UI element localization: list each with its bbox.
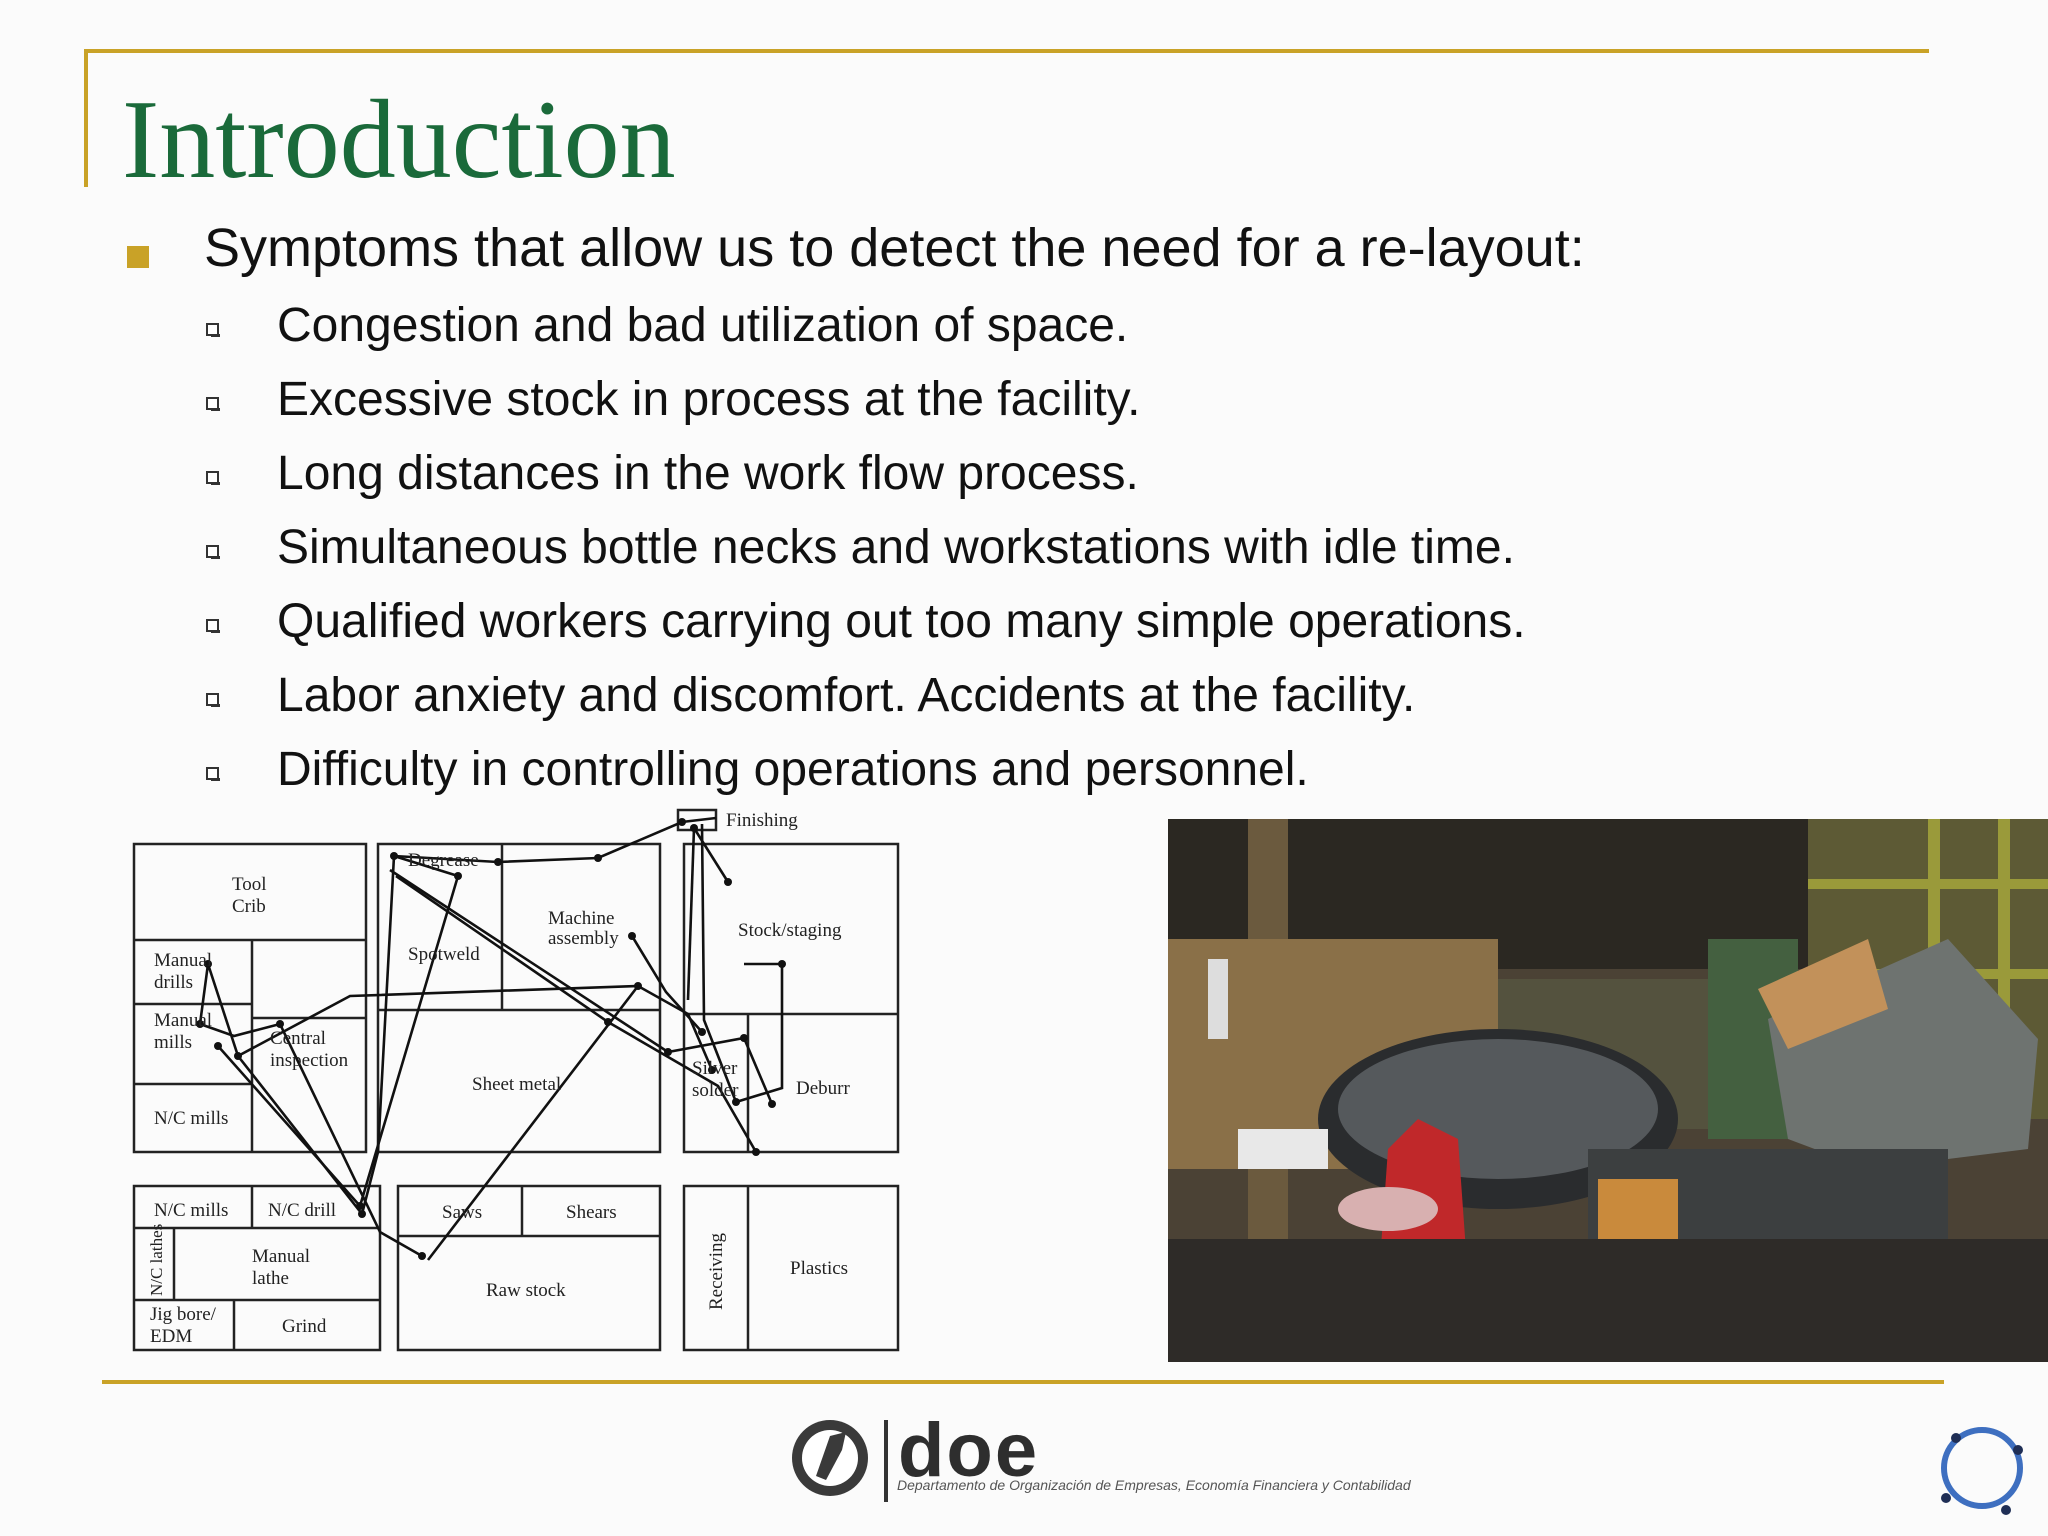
workshop-photo bbox=[1168, 819, 2048, 1362]
sub-bullet-text: Labor anxiety and discomfort. Accidents at the facility. bbox=[277, 669, 1416, 722]
footer-rule bbox=[102, 1380, 1944, 1384]
label-tool-crib: Crib bbox=[232, 896, 266, 917]
square-bullet-icon bbox=[127, 246, 149, 268]
box-bullet-icon bbox=[206, 471, 219, 484]
workshop-photo-illustration bbox=[1168, 819, 2048, 1362]
logo-text: doe bbox=[898, 1410, 1040, 1493]
box-bullet-icon bbox=[206, 545, 219, 558]
box-bullet-icon bbox=[206, 693, 219, 706]
label-manual-lathe: lathe bbox=[252, 1268, 289, 1289]
label-manual-mills: Manual bbox=[154, 1010, 213, 1031]
label-sheet-metal: Sheet metal bbox=[472, 1074, 562, 1095]
label-degrease: Degrease bbox=[408, 850, 479, 871]
label-saws: Saws bbox=[442, 1202, 483, 1223]
corner-circle-icon bbox=[1934, 1420, 2030, 1516]
label-machine-assembly: assembly bbox=[548, 928, 619, 949]
label-finishing: Finishing bbox=[726, 810, 798, 831]
label-deburr: Deburr bbox=[796, 1078, 850, 1099]
sub-bullet-text: Long distances in the work flow process. bbox=[277, 447, 1139, 500]
slide-title: Introduction bbox=[122, 78, 676, 202]
label-shears: Shears bbox=[566, 1202, 617, 1223]
box-bullet-icon bbox=[206, 323, 219, 336]
label-grind: Grind bbox=[282, 1316, 327, 1337]
label-manual-mills: mills bbox=[154, 1032, 193, 1053]
main-bullet-text: Symptoms that allow us to detect the need for a re-layout: bbox=[204, 218, 1585, 278]
label-raw-stock: Raw stock bbox=[486, 1280, 566, 1301]
label-jig-bore: EDM bbox=[150, 1326, 193, 1347]
label-manual-lathe: Manual bbox=[252, 1246, 311, 1267]
label-manual-drills: Manual bbox=[154, 950, 213, 971]
label-nc-lathes: N/C lathes bbox=[147, 1223, 166, 1296]
label-silver-solder: solder bbox=[692, 1080, 739, 1101]
logo-subtitle: Departamento de Organización de Empresas, Economía Financiera y Contabilidad bbox=[897, 1477, 1411, 1493]
label-machine-assembly: Machine bbox=[548, 908, 615, 929]
label-silver-solder: Silver bbox=[692, 1058, 738, 1079]
sub-bullet-text: Congestion and bad utilization of space. bbox=[277, 299, 1129, 352]
left-rule bbox=[84, 49, 88, 187]
sub-bullet-text: Difficulty in controlling operations and personnel. bbox=[277, 743, 1309, 796]
sub-bullet-text: Simultaneous bottle necks and workstations with idle time. bbox=[277, 521, 1515, 574]
label-spotweld: Spotweld bbox=[408, 944, 480, 965]
box-bullet-icon bbox=[206, 767, 219, 780]
doe-logo bbox=[786, 1410, 1506, 1510]
top-rule bbox=[84, 49, 1929, 53]
layout-flow-diagram bbox=[128, 800, 908, 1360]
label-jig-bore: Jig bore/ bbox=[150, 1304, 216, 1325]
label-central-inspection: Central bbox=[270, 1028, 326, 1049]
sub-bullet-text: Qualified workers carrying out too many simple operations. bbox=[277, 595, 1526, 648]
label-nc-mills: N/C mills bbox=[154, 1200, 229, 1221]
label-central-inspection: inspection bbox=[270, 1050, 349, 1071]
label-plastics: Plastics bbox=[790, 1258, 849, 1279]
label-manual-drills: drills bbox=[154, 972, 194, 993]
label-receiving: Receiving bbox=[706, 1232, 727, 1310]
box-bullet-icon bbox=[206, 397, 219, 410]
sub-bullet-text: Excessive stock in process at the facility. bbox=[277, 373, 1141, 426]
label-tool-crib: Tool bbox=[232, 874, 267, 895]
label-stock-staging: Stock/staging bbox=[738, 920, 842, 941]
label-nc-mills: N/C mills bbox=[154, 1108, 229, 1129]
label-nc-drill: N/C drill bbox=[268, 1200, 337, 1221]
box-bullet-icon bbox=[206, 619, 219, 632]
